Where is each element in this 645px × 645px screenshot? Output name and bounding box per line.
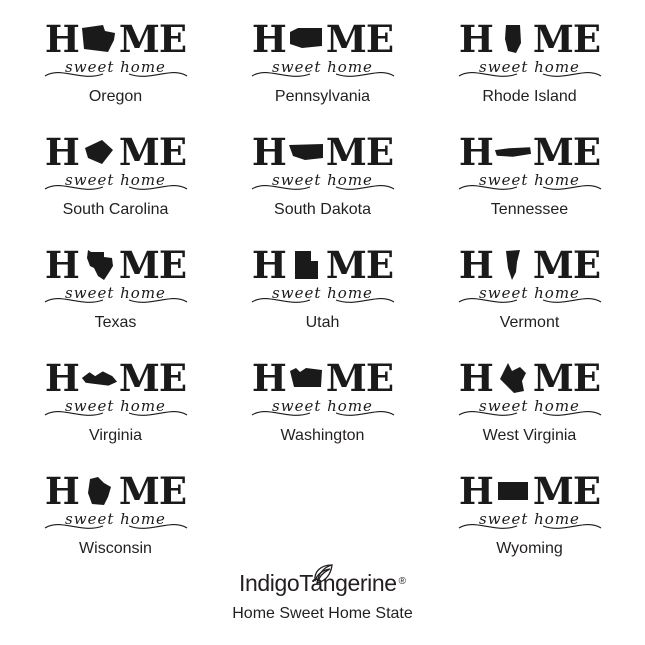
wyoming-shape	[494, 472, 532, 510]
script-sweet-home	[41, 397, 191, 423]
design-cell-south-carolina[interactable]	[12, 121, 219, 234]
letters-me: ME	[532, 16, 601, 61]
script-label: sweet home	[272, 171, 373, 189]
letters-me: ME	[532, 242, 601, 287]
home-wordmark	[45, 357, 186, 399]
letter-h: H	[458, 16, 493, 61]
letters-me: ME	[532, 468, 601, 513]
texas-shape	[80, 246, 118, 284]
design-cell-tennessee[interactable]	[426, 121, 633, 234]
design-cell-rhode-island[interactable]	[426, 8, 633, 121]
state-caption: Utah	[305, 314, 340, 331]
letter-h: H	[44, 355, 79, 400]
state-caption: Rhode Island	[482, 88, 577, 105]
west-virginia-shape	[494, 359, 532, 397]
state-caption: West Virginia	[482, 427, 577, 444]
design-cell-west-virginia[interactable]	[426, 347, 633, 460]
letter-h: H	[251, 242, 286, 287]
script-sweet-home	[41, 510, 191, 536]
script-label: sweet home	[479, 397, 580, 415]
letter-h: H	[44, 468, 79, 513]
washington-shape	[287, 359, 325, 397]
script-sweet-home	[455, 510, 605, 536]
home-wordmark	[459, 357, 600, 399]
script-sweet-home	[41, 58, 191, 84]
letter-h: H	[458, 129, 493, 174]
utah-shape	[287, 246, 325, 284]
state-caption: Texas	[94, 314, 137, 331]
rhode-island-shape	[494, 20, 532, 58]
south-dakota-shape	[287, 133, 325, 171]
script-label: sweet home	[65, 510, 166, 528]
letter-h: H	[458, 242, 493, 287]
letters-me: ME	[532, 129, 601, 174]
home-wordmark	[45, 244, 186, 286]
state-caption: Virginia	[88, 427, 143, 444]
state-caption: Pennsylvania	[274, 88, 371, 105]
script-label: sweet home	[479, 171, 580, 189]
state-caption: Vermont	[499, 314, 560, 331]
letters-me: ME	[118, 355, 187, 400]
state-caption: Wisconsin	[79, 540, 152, 557]
script-label: sweet home	[65, 284, 166, 302]
script-sweet-home	[455, 58, 605, 84]
tagline: Home Sweet Home State	[232, 605, 413, 622]
design-cell-pennsylvania[interactable]	[219, 8, 426, 121]
home-wordmark	[45, 470, 186, 512]
brand-lockup	[0, 570, 645, 597]
state-caption: Wyoming	[496, 540, 563, 557]
letters-me: ME	[325, 242, 394, 287]
letter-h: H	[44, 16, 79, 61]
design-cell-oregon[interactable]	[12, 8, 219, 121]
state-design-grid	[12, 8, 633, 573]
script-label: sweet home	[479, 284, 580, 302]
brand-footer	[0, 570, 645, 623]
home-wordmark	[252, 18, 393, 60]
design-cell-south-dakota[interactable]	[219, 121, 426, 234]
vermont-shape	[494, 246, 532, 284]
script-label: sweet home	[479, 510, 580, 528]
script-sweet-home	[455, 171, 605, 197]
script-label: sweet home	[272, 58, 373, 76]
script-sweet-home	[455, 284, 605, 310]
script-label: sweet home	[272, 397, 373, 415]
letter-h: H	[251, 16, 286, 61]
letters-me: ME	[325, 129, 394, 174]
letters-me: ME	[325, 16, 394, 61]
state-caption: Washington	[280, 427, 365, 444]
letter-h: H	[44, 242, 79, 287]
design-cell-virginia[interactable]	[12, 347, 219, 460]
letter-h: H	[458, 355, 493, 400]
state-caption: Tennessee	[490, 201, 569, 218]
script-sweet-home	[41, 284, 191, 310]
letters-me: ME	[325, 355, 394, 400]
home-wordmark	[459, 244, 600, 286]
tennessee-shape	[494, 133, 532, 171]
script-sweet-home	[248, 58, 398, 84]
home-wordmark	[459, 131, 600, 173]
home-wordmark	[252, 244, 393, 286]
oregon-shape	[80, 20, 118, 58]
letter-h: H	[251, 129, 286, 174]
state-caption: South Carolina	[62, 201, 169, 218]
letters-me: ME	[118, 16, 187, 61]
registered-mark: ®	[398, 576, 407, 587]
wisconsin-shape	[80, 472, 118, 510]
letter-h: H	[44, 129, 79, 174]
home-wordmark	[45, 18, 186, 60]
script-label: sweet home	[272, 284, 373, 302]
south-carolina-shape	[80, 133, 118, 171]
letters-me: ME	[118, 242, 187, 287]
state-caption: Oregon	[88, 88, 143, 105]
state-caption: South Dakota	[274, 201, 371, 218]
script-sweet-home	[41, 171, 191, 197]
design-cell-wisconsin[interactable]	[12, 460, 219, 573]
pennsylvania-shape	[287, 20, 325, 58]
design-cell-texas[interactable]	[12, 234, 219, 347]
script-sweet-home	[248, 284, 398, 310]
home-wordmark	[45, 131, 186, 173]
design-cell-utah[interactable]	[219, 234, 426, 347]
letter-h: H	[251, 355, 286, 400]
letter-h: H	[458, 468, 493, 513]
home-wordmark	[252, 357, 393, 399]
home-wordmark	[252, 131, 393, 173]
virginia-shape	[80, 359, 118, 397]
letters-me: ME	[118, 129, 187, 174]
script-sweet-home	[248, 397, 398, 423]
home-wordmark	[459, 18, 600, 60]
design-cell-washington[interactable]	[219, 347, 426, 460]
home-wordmark	[459, 470, 600, 512]
design-cell-vermont[interactable]	[426, 234, 633, 347]
letters-me: ME	[118, 468, 187, 513]
script-label: sweet home	[65, 397, 166, 415]
script-sweet-home	[455, 397, 605, 423]
letters-me: ME	[532, 355, 601, 400]
brand-name: IndigoTangerine	[238, 570, 397, 596]
script-label: sweet home	[65, 171, 166, 189]
script-sweet-home	[248, 171, 398, 197]
design-cell-wyoming[interactable]	[426, 460, 633, 573]
script-label: sweet home	[479, 58, 580, 76]
script-label: sweet home	[65, 58, 166, 76]
